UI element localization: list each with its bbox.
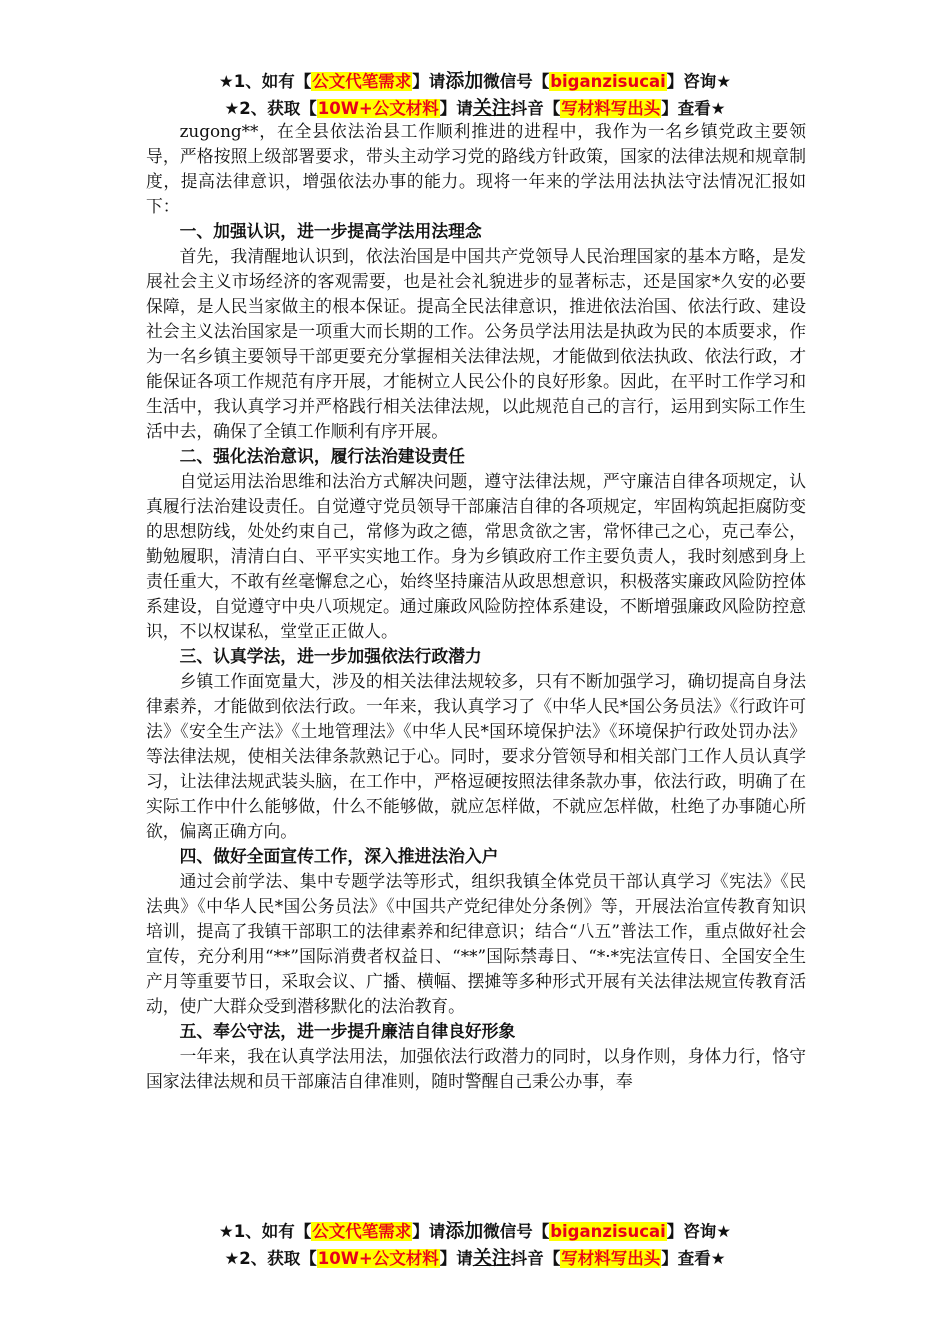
banner-text: ★1、如有【 (218, 1222, 312, 1241)
intro-paragraph: zugong**，在全县依法治县工作顺利推进的进程中，我作为一名乡镇党政主要领导，严格按照上级部署要求，带头主动学习党的路线方针政策，国家的法律法规和规章制度，提高法律意识，增强依法办事的能力。现将一年来的学法用法执法守法情况汇报如下： (146, 121, 806, 216)
highlight-douyin-account: 写材料写出头 (561, 99, 661, 118)
highlight-wechat-id: biganzisucai (550, 72, 666, 91)
banner-text: ★1、如有【 (218, 72, 312, 91)
banner-text: 】请 (412, 72, 446, 91)
document-body (146, 119, 806, 1094)
highlight-service: 公文代笔需求 (312, 72, 412, 91)
section-4-heading: 四、做好全面宣传工作，深入推进法治入户 (179, 846, 499, 866)
banner-line-2 (0, 1245, 950, 1272)
banner-text: 微信号【 (483, 1222, 550, 1241)
section-3-heading: 三、认真学法，进一步加强依法行政潜力 (179, 646, 482, 666)
banner-text: 抖音【 (510, 1249, 561, 1268)
section-5-paragraph: 一年来，我在认真学法用法，加强依法行政潜力的同时，以身作则，身体力行，恪守国家法律法规和员干部廉洁自律准则，随时警醒自己秉公办事，奉 (146, 1046, 806, 1091)
banner-emphasis: 添加 (445, 1220, 484, 1242)
section-2-paragraph: 自觉运用法治思维和法治方式解决问题，遵守法律法规，严守廉洁自律各项规定，认真履行法治建设责任。自觉遵守党员领导干部廉洁自律的各项规定，牢固构筑起拒腐防变的思想防线，处处约束自己，常修为政之德，常思贪欲之害，常怀律己之心，克己奉公，勤勉履职，清清白白、平平实实地工作。身为乡镇政府工作主要负责人，我时刻感到身上责任重大，不敢有丝毫懈怠之心，始终坚持廉洁从政思想意识，积极落实廉政风险防控体系建设，自觉遵守中央八项规定。通过廉政风险防控体系建设，不断增强廉政风险防控意识，不以权谋私，堂堂正正做人。 (146, 471, 806, 641)
banner-text: ★2、获取【 (224, 1249, 317, 1268)
highlight-materials: 10W+公文材料 (317, 99, 439, 118)
banner-text: 】咨询★ (666, 72, 732, 91)
banner-emphasis: 关注 (472, 1247, 511, 1269)
section-5-heading: 五、奉公守法，进一步提升廉洁自律良好形象 (179, 1021, 516, 1041)
banner-text: 微信号【 (483, 72, 550, 91)
section-3-paragraph: 乡镇工作面宽量大，涉及的相关法律法规较多，只有不断加强学习，确切提高自身法律素养，才能做到依法行政。一年来，我认真学习了《中华人民*国公务员法》《行政许可法》《安全生产法》《土地管理法》《中华人民*国环境保护法》《环境保护行政处罚办法》等法律法规，使相关法律条款熟记于心。同时，要求分管领导和相关部门工作人员认真学习，让法律法规武装头脑，在工作中，严格逗硬按照法律条款办事，依法行政，明确了在实际工作中什么能够做，什么不能够做，就应怎样做，不就应怎样做，杜绝了办事随心所欲，偏离正确方向。 (146, 671, 806, 841)
section-1-paragraph: 首先，我清醒地认识到，依法治国是中国共产党领导人民治理国家的基本方略，是发展社会主义市场经济的客观需要，也是社会礼貌进步的显著标志，还是国家*久安的必要保障，是人民当家做主的根本保证。提高全民法律意识，推进依法治国、依法行政、建设社会主义法治国家是一项重大而长期的工作。公务员学法用法是执政为民的本质要求，作为一名乡镇主要领导干部更要充分掌握相关法律法规，才能做到依法执政、依法行政，才能保证各项工作规范有序开展，才能树立人民公仆的良好形象。因此，在平时工作学习和生活中，我认真学习并严格践行相关法律法规，以此规范自己的言行，运用到实际工作生活中去，确保了全镇工作顺利有序开展。 (146, 246, 806, 441)
banner-emphasis: 添加 (445, 70, 484, 92)
banner-line-1 (0, 1218, 950, 1245)
banner-text: 】请 (439, 1249, 473, 1268)
highlight-materials: 10W+公文材料 (317, 1249, 439, 1268)
section-2-heading: 二、强化法治意识，履行法治建设责任 (179, 446, 465, 466)
banner-text: 抖音【 (510, 99, 561, 118)
banner-text: ★2、获取【 (224, 99, 317, 118)
banner-text: 】请 (439, 99, 473, 118)
banner-text: 】查看★ (661, 1249, 726, 1268)
section-4-paragraph: 通过会前学法、集中专题学法等形式，组织我镇全体党员干部认真学习《宪法》《民法典》《中华人民*国公务员法》《中国共产党纪律处分条例》等，开展法治宣传教育知识培训，提高了我镇干部职工的法律素养和纪律意识；结合“八五”普法工作，重点做好社会宣传，充分利用“**”国际消费者权益日、“**”国际禁毒日、“*·*宪法宣传日、全国安全生产月等重要节日，采取会议、广播、横幅、摆摊等多种形式开展有关法律法规宣传教育活动，使广大群众受到潜移默化的法治教育。 (146, 871, 806, 1016)
banner-line-1 (0, 68, 950, 95)
section-1-heading: 一、加强认识，进一步提高学法用法理念 (179, 221, 482, 241)
bottom-banner (0, 1218, 950, 1272)
banner-text: 】咨询★ (666, 1222, 732, 1241)
banner-line-2 (0, 95, 950, 122)
banner-emphasis: 关注 (472, 97, 511, 119)
highlight-wechat-id: biganzisucai (550, 1222, 666, 1241)
banner-text: 】请 (412, 1222, 446, 1241)
banner-text: 】查看★ (661, 99, 726, 118)
top-banner (0, 68, 950, 122)
highlight-douyin-account: 写材料写出头 (561, 1249, 661, 1268)
highlight-service: 公文代笔需求 (312, 1222, 412, 1241)
